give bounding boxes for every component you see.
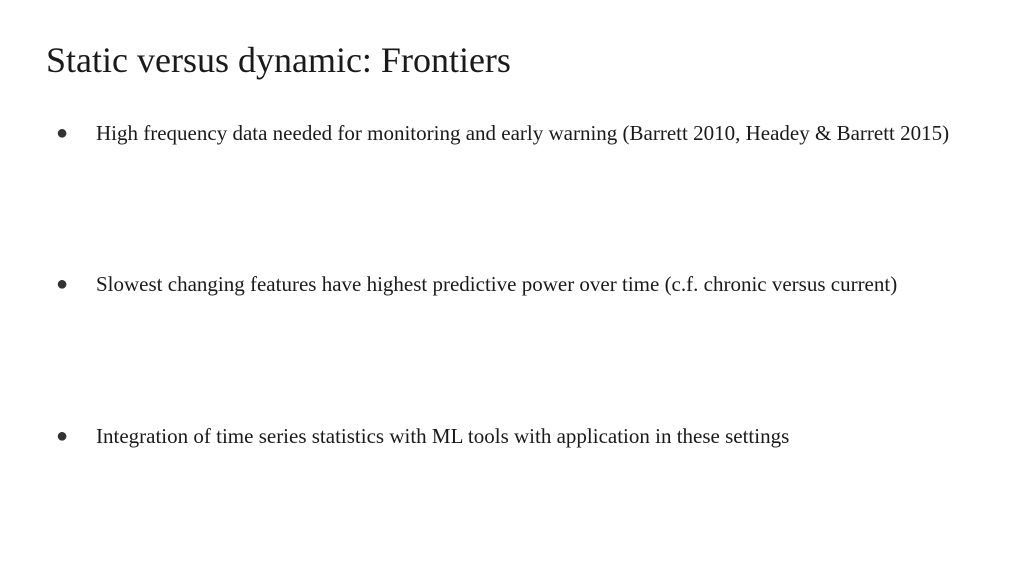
slide-title: Static versus dynamic: Frontiers (46, 40, 511, 80)
bullet-dot-icon: ● (56, 425, 69, 447)
bullet-text: Integration of time series statistics with ML tools with application in these settings (96, 424, 790, 448)
bullet-dot-icon: ● (56, 273, 69, 295)
bullet-text: Slowest changing features have highest predictive power over time (c.f. chronic versus current) (96, 272, 898, 296)
bullet-dot-icon: ● (56, 122, 69, 144)
bullet-text: High frequency data needed for monitoring and early warning (Barrett 2010, Headey & Barrett 2015) (96, 121, 950, 145)
